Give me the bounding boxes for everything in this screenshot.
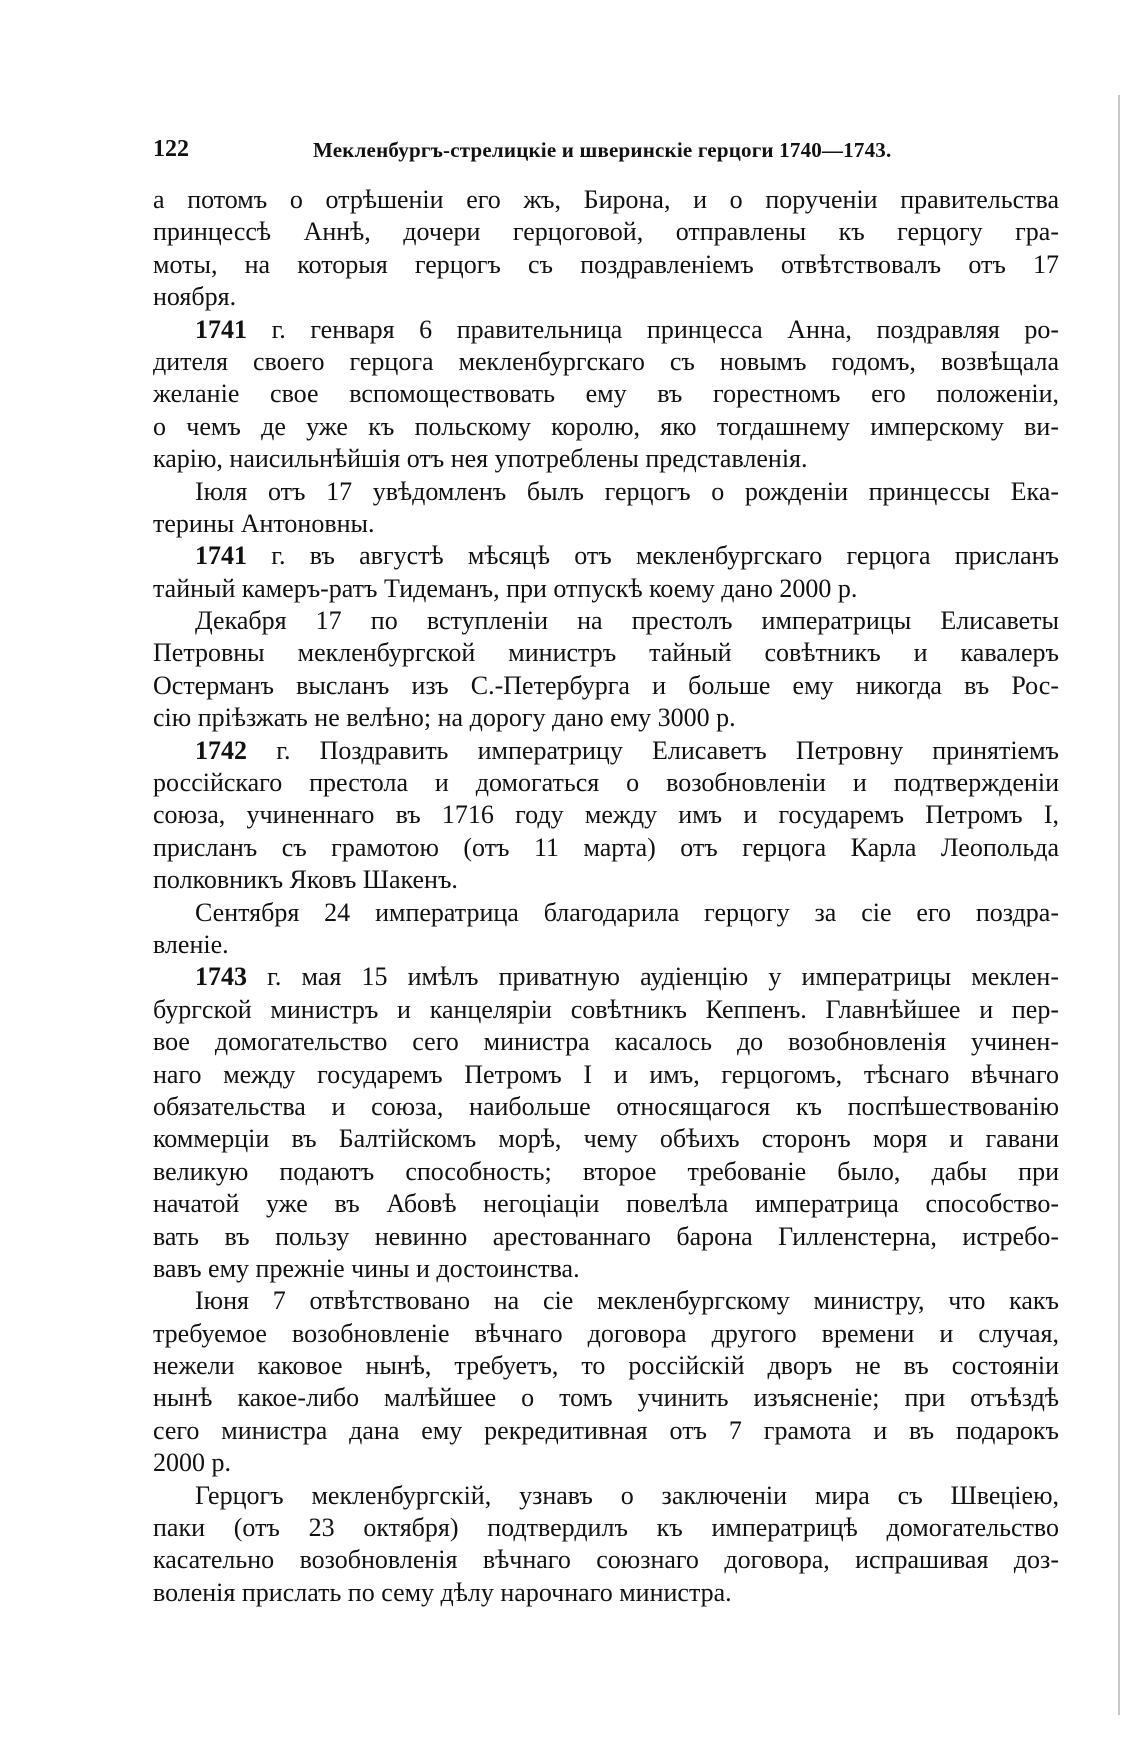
line-text: 2000 р. — [153, 1448, 231, 1478]
text-line — [153, 1350, 1059, 1382]
line-text: сію пріѣзжать не велѣно; на дорогу дано ему 3000 р. — [153, 703, 736, 733]
text-line — [153, 1285, 1059, 1317]
line-text: полковникъ Яковъ Шакенъ. — [153, 865, 458, 895]
text-line — [153, 476, 1059, 508]
year-lead: 1741 — [195, 314, 247, 344]
text-line — [153, 1123, 1059, 1155]
line-text: касательно возобновленія вѣчнаго союзнаго договора, испрашивая доз- — [153, 1545, 1059, 1575]
text-line — [153, 281, 1059, 313]
line-text: г. генваря 6 правительница принцесса Анна, поздравляя ро- — [247, 314, 1059, 344]
text-line — [153, 1447, 1059, 1479]
paragraph — [153, 476, 1059, 541]
text-line — [153, 702, 1059, 734]
line-text: Декабря 17 по вступленіи на престолъ императрицы Елисаветы — [195, 606, 1059, 636]
line-text: терины Антоновны. — [153, 508, 375, 538]
paragraph — [153, 1285, 1059, 1479]
text-line — [153, 1512, 1059, 1544]
line-text: коммерціи въ Балтійскомъ морѣ, чему обѣихъ сторонъ моря и гавани — [153, 1124, 1059, 1154]
year-lead: 1742 — [195, 735, 247, 765]
page-header — [153, 136, 1059, 170]
line-text: Герцогъ мекленбургскій, узнавъ о заключеніи мира съ Швеціею, — [195, 1480, 1059, 1510]
text-line — [153, 1415, 1059, 1447]
text-line — [153, 573, 1059, 605]
page-body-text — [153, 184, 1059, 1609]
line-text: нынѣ какое-либо малѣйшее о томъ учинить изъясненіе; при отъѣздѣ — [153, 1383, 1059, 1413]
line-text: моты, на которыя герцогъ съ поздравленіемъ отвѣтствовалъ отъ 17 — [153, 249, 1059, 279]
page-edge-line — [1118, 95, 1120, 1715]
text-line — [153, 1188, 1059, 1220]
line-text: г. мая 15 имѣлъ приватную аудіенцію у императрицы меклен- — [247, 962, 1059, 992]
text-line — [153, 1544, 1059, 1576]
text-line — [153, 961, 1059, 993]
text-line — [153, 1059, 1059, 1091]
paragraph — [153, 735, 1059, 897]
text-line — [153, 670, 1059, 702]
line-text: Іюня 7 отвѣтствовано на сіе мекленбургскому министру, что какъ — [195, 1286, 1059, 1316]
line-text: г. Поздравить императрицу Елисаветъ Петровну принятіемъ — [247, 735, 1059, 765]
line-text: союза, учиненнаго въ 1716 году между имъ и государемъ Петромъ I, — [153, 800, 1059, 830]
paragraph — [153, 314, 1059, 476]
line-text: нежели каковое нынѣ, требуетъ, то россійскій дворъ не въ состояніи — [153, 1351, 1059, 1381]
line-text: воленія прислать по сему дѣлу нарочнаго министра. — [153, 1577, 732, 1607]
text-line — [153, 1318, 1059, 1350]
line-text: вое домогательство сего министра касалось до возобновленія учинен- — [153, 1027, 1059, 1057]
line-text: вать въ пользу невинно арестованнаго барона Гилленстерна, истребо- — [153, 1221, 1059, 1251]
page-number: 122 — [153, 136, 189, 162]
text-line — [153, 1156, 1059, 1188]
year-lead: 1741 — [195, 541, 247, 571]
text-line — [153, 249, 1059, 281]
text-line — [153, 184, 1059, 216]
text-line — [153, 1382, 1059, 1414]
line-text: желаніе свое вспомоществовать ему въ горестномъ его положеніи, — [153, 379, 1059, 409]
text-line — [153, 1221, 1059, 1253]
line-text: вленіе. — [153, 929, 229, 959]
text-line — [153, 1253, 1059, 1285]
text-line — [153, 314, 1059, 346]
line-text: принцессѣ Аннѣ, дочери герцоговой, отправлены къ герцогу гра- — [153, 217, 1059, 247]
text-line — [153, 1480, 1059, 1512]
text-line — [153, 216, 1059, 248]
text-line — [153, 443, 1059, 475]
line-text: требуемое возобновленіе вѣчнаго договора другого времени и случая, — [153, 1318, 1059, 1348]
line-text: а потомъ о отрѣшеніи его жъ, Бирона, и о порученіи правительства — [153, 185, 1059, 214]
line-text: присланъ съ грамотою (отъ 11 марта) отъ герцога Карла Леопольда — [153, 832, 1059, 862]
line-text: дителя своего герцога мекленбургскаго съ новымъ годомъ, возвѣщала — [153, 346, 1059, 376]
line-text: карію, наисильнѣйшія отъ нея употреблены представленія. — [153, 444, 808, 474]
line-text: обязательства и союза, наибольше относящагося къ поспѣшествованію — [153, 1091, 1059, 1121]
paragraph — [153, 1480, 1059, 1610]
text-line — [153, 864, 1059, 896]
year-lead: 1743 — [195, 962, 247, 992]
text-line — [153, 897, 1059, 929]
text-line — [153, 378, 1059, 410]
paragraph — [153, 540, 1059, 605]
text-line — [153, 994, 1059, 1026]
line-text: бургской министръ и канцеляріи совѣтникъ Кеппенъ. Главнѣйшее и пер- — [153, 994, 1059, 1024]
line-text: вавъ ему прежніе чины и достоинства. — [153, 1253, 580, 1283]
text-line — [153, 799, 1059, 831]
line-text: ноября. — [153, 282, 237, 312]
text-line — [153, 411, 1059, 443]
running-title: Мекленбургъ-стрелицкіе и шверинскіе герцоги 1740—1743. — [313, 138, 892, 162]
line-text: Іюля отъ 17 увѣдомленъ былъ герцогъ о рожденіи принцессы Ека- — [195, 476, 1059, 506]
text-line — [153, 508, 1059, 540]
text-line — [153, 1091, 1059, 1123]
line-text: Остерманъ высланъ изъ С.-Петербурга и больше ему никогда въ Рос- — [153, 670, 1059, 700]
text-line — [153, 605, 1059, 637]
line-text: г. въ августѣ мѣсяцѣ отъ мекленбургскаго герцога присланъ — [247, 541, 1059, 571]
text-line — [153, 929, 1059, 961]
text-line — [153, 346, 1059, 378]
paragraph — [153, 961, 1059, 1285]
text-line — [153, 735, 1059, 767]
text-line — [153, 1577, 1059, 1609]
paragraph — [153, 897, 1059, 962]
text-line — [153, 637, 1059, 669]
text-line — [153, 832, 1059, 864]
line-text: Петровны мекленбургской министръ тайный совѣтникъ и кавалеръ — [153, 638, 1059, 668]
text-line — [153, 1026, 1059, 1058]
line-text: наго между государемъ Петромъ I и имъ, герцогомъ, тѣснаго вѣчнаго — [153, 1059, 1059, 1089]
paragraph — [153, 184, 1059, 314]
text-line — [153, 767, 1059, 799]
line-text: паки (отъ 23 октября) подтвердилъ къ императрицѣ домогательство — [153, 1513, 1059, 1543]
line-text: начатой уже въ Абовѣ негоціаціи повелѣла императрица способство- — [153, 1189, 1059, 1219]
line-text: россійскаго престола и домогаться о возобновленіи и подтвержденіи — [153, 768, 1059, 798]
line-text: тайный камеръ-ратъ Тидеманъ, при отпускѣ коему дано 2000 р. — [153, 573, 858, 603]
line-text: великую подаютъ способность; второе требованіе было, дабы при — [153, 1156, 1059, 1186]
line-text: Сентября 24 императрица благодарила герцогу за сіе его поздра- — [195, 897, 1059, 927]
text-line — [153, 540, 1059, 572]
line-text: сего министра дана ему рекредитивная отъ 7 грамота и въ подарокъ — [153, 1415, 1059, 1445]
line-text: о чемъ де уже къ польскому королю, яко тогдашнему имперскому ви- — [153, 411, 1059, 441]
paragraph — [153, 605, 1059, 735]
